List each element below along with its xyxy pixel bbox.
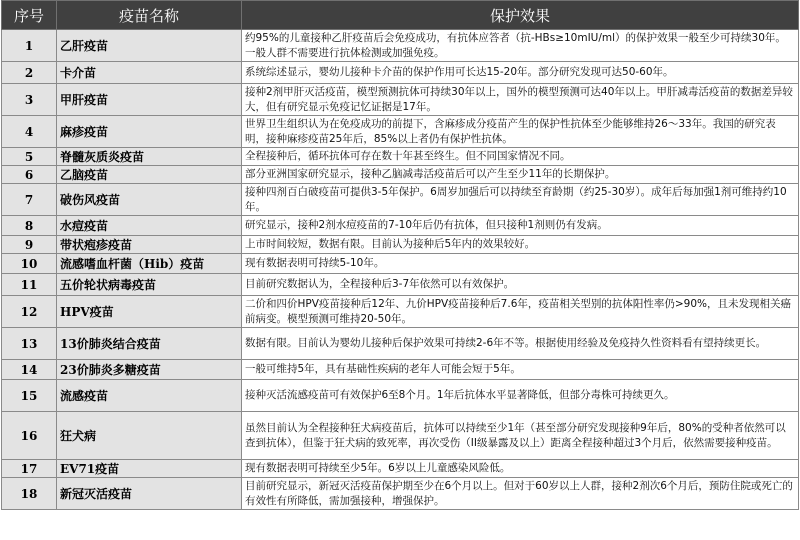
- row-number: 12: [2, 296, 57, 328]
- row-number: 10: [2, 254, 57, 274]
- protection-effect: 接种2剂甲肝灭活疫苗，模型预测抗体可持续30年以上，国外的模型预测可达40年以上。甲肝减毒活疫苗的数据差异较大，但有研究显示免疫记忆证据是17年。: [242, 84, 799, 116]
- row-number: 7: [2, 184, 57, 216]
- vaccine-name: 13价肺炎结合疫苗: [57, 328, 242, 360]
- protection-effect: 接种灭活流感疫苗可有效保护6至8个月。1年后抗体水平显著降低，但部分毒株可持续更久。: [242, 380, 799, 412]
- table-header-row: [2, 1, 799, 30]
- protection-effect: 虽然目前认为全程接种狂犬病疫苗后，抗体可以持续至少1年（甚至部分研究发现接种9年后，80%的受种者依然可以查到抗体），但鉴于狂犬病的致死率，再次受伤（II级暴露及以上）距离全程接种超过3个月后，依然需要接种疫苗。: [242, 412, 799, 460]
- table-row: [2, 412, 799, 460]
- vaccine-name: 乙肝疫苗: [57, 30, 242, 62]
- table-row: [2, 116, 799, 148]
- row-number: 11: [2, 274, 57, 296]
- table-row: [2, 360, 799, 380]
- table-row: [2, 216, 799, 236]
- vaccine-name: 23价肺炎多糖疫苗: [57, 360, 242, 380]
- vaccine-name: 五价轮状病毒疫苗: [57, 274, 242, 296]
- table-row: [2, 254, 799, 274]
- protection-effect: 全程接种后，循环抗体可存在数十年甚至终生。但不同国家情况不同。: [242, 148, 799, 166]
- protection-effect: 上市时间较短，数据有限。目前认为接种后5年内的效果较好。: [242, 236, 799, 254]
- table-row: [2, 84, 799, 116]
- vaccine-name: 麻疹疫苗: [57, 116, 242, 148]
- table-row: [2, 328, 799, 360]
- table-row: [2, 166, 799, 184]
- table-row: [2, 148, 799, 166]
- row-number: 2: [2, 62, 57, 84]
- vaccine-table: [1, 0, 799, 510]
- vaccine-name: 乙脑疫苗: [57, 166, 242, 184]
- protection-effect: 目前研究数据认为，全程接种后3-7年依然可以有效保护。: [242, 274, 799, 296]
- vaccine-name: 新冠灭活疫苗: [57, 478, 242, 510]
- header-num: 序号: [2, 1, 57, 30]
- vaccine-name: 流感疫苗: [57, 380, 242, 412]
- table-row: [2, 62, 799, 84]
- table-row: [2, 236, 799, 254]
- vaccine-name: HPV疫苗: [57, 296, 242, 328]
- row-number: 15: [2, 380, 57, 412]
- header-effect: 保护效果: [242, 1, 799, 30]
- protection-effect: 二价和四价HPV疫苗接种后12年、九价HPV疫苗接种后7.6年，疫苗相关型别的抗体阳性率仍>90%，且未发现相关癌前病变。模型预测可维持20-50年。: [242, 296, 799, 328]
- vaccine-name: 甲肝疫苗: [57, 84, 242, 116]
- vaccine-name: 带状疱疹疫苗: [57, 236, 242, 254]
- table-row: [2, 296, 799, 328]
- row-number: 3: [2, 84, 57, 116]
- vaccine-name: EV71疫苗: [57, 460, 242, 478]
- protection-effect: 研究显示，接种2剂水痘疫苗的7-10年后仍有抗体，但只接种1剂则仍有发病。: [242, 216, 799, 236]
- row-number: 4: [2, 116, 57, 148]
- vaccine-name: 破伤风疫苗: [57, 184, 242, 216]
- table-row: [2, 478, 799, 510]
- row-number: 14: [2, 360, 57, 380]
- vaccine-name: 流感嗜血杆菌（Hib）疫苗: [57, 254, 242, 274]
- row-number: 5: [2, 148, 57, 166]
- row-number: 8: [2, 216, 57, 236]
- protection-effect: 系统综述显示，婴幼儿接种卡介苗的保护作用可长达15-20年。部分研究发现可达50-60年。: [242, 62, 799, 84]
- row-number: 16: [2, 412, 57, 460]
- row-number: 1: [2, 30, 57, 62]
- row-number: 13: [2, 328, 57, 360]
- protection-effect: 目前研究显示，新冠灭活疫苗保护期至少在6个月以上。但对于60岁以上人群，接种2剂次6个月后，预防住院或死亡的有效性有所降低，需加强接种，增强保护。: [242, 478, 799, 510]
- protection-effect: 部分亚洲国家研究显示，接种乙脑减毒活疫苗后可以产生至少11年的长期保护。: [242, 166, 799, 184]
- protection-effect: 一般可维持5年，具有基础性疾病的老年人可能会短于5年。: [242, 360, 799, 380]
- protection-effect: 现有数据表明可持续至少5年。6岁以上儿童感染风险低。: [242, 460, 799, 478]
- row-number: 9: [2, 236, 57, 254]
- vaccine-name: 脊髓灰质炎疫苗: [57, 148, 242, 166]
- protection-effect: 现有数据表明可持续5-10年。: [242, 254, 799, 274]
- row-number: 6: [2, 166, 57, 184]
- table-row: [2, 380, 799, 412]
- table-row: [2, 460, 799, 478]
- vaccine-name: 狂犬病: [57, 412, 242, 460]
- protection-effect: 约95%的儿童接种乙肝疫苗后会免疫成功，有抗体应答者（抗-HBs≥10mIU/ml）的保护效果一般至少可持续30年。一般人群不需要进行抗体检测或加强免疫。: [242, 30, 799, 62]
- vaccine-name: 水痘疫苗: [57, 216, 242, 236]
- table-row: [2, 274, 799, 296]
- protection-effect: 接种四剂百白破疫苗可提供3-5年保护。6周岁加强后可以持续至育龄期（约25-30岁）。成年后每加强1剂可维持约10年。: [242, 184, 799, 216]
- table-row: [2, 30, 799, 62]
- table-row: [2, 184, 799, 216]
- header-name: 疫苗名称: [57, 1, 242, 30]
- protection-effect: 数据有限。目前认为婴幼儿接种后保护效果可持续2-6年不等。根据使用经验及免疫持久性资料看有望持续更长。: [242, 328, 799, 360]
- row-number: 18: [2, 478, 57, 510]
- protection-effect: 世界卫生组织认为在免疫成功的前提下，含麻疹成分疫苗产生的保护性抗体至少能够维持26～33年。我国的研究表明，接种麻疹疫苗25年后，85%以上者仍有保护性抗体。: [242, 116, 799, 148]
- vaccine-name: 卡介苗: [57, 62, 242, 84]
- row-number: 17: [2, 460, 57, 478]
